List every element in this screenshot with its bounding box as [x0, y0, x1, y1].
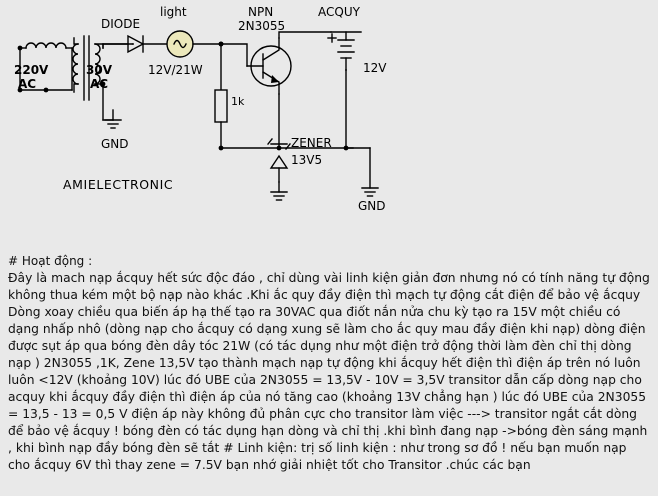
- article-heading: # Hoạt động :: [8, 254, 93, 268]
- label-secondary-voltage: 30V: [86, 63, 112, 77]
- article-section: [0, 232, 658, 496]
- label-input-type: AC: [18, 77, 37, 91]
- label-zener-value: 13V5: [291, 153, 323, 167]
- label-secondary-type: AC: [90, 77, 109, 91]
- label-light: light: [160, 5, 187, 19]
- label-zener: ZENER: [291, 136, 332, 150]
- watermark-amielectronic: AMIELECTRONIC: [63, 177, 174, 192]
- label-lamp-value: 12V/21W: [148, 63, 203, 77]
- schematic-svg: [0, 0, 658, 232]
- label-input-voltage: 220V: [14, 63, 49, 77]
- label-diode: DIODE: [101, 17, 141, 31]
- label-npn: NPN: [248, 5, 274, 19]
- schematic-background: [0, 0, 658, 232]
- label-gnd-right: GND: [358, 199, 386, 213]
- circuit-schematic: [0, 0, 658, 232]
- label-resistor: 1k: [231, 95, 245, 108]
- label-gnd-left: GND: [101, 137, 129, 151]
- article-body: Đây là mach nạp ắcquy hết sức độc đáo , chỉ dùng vài linh kiện giản đơn nhưng nó có tính năng tự động không thua kém một bộ nạp nào khác .Khi ắc quy đầy điện thì mạch tự động cắt điện để bảo vệ ắcquy Dòng xoay chiều qua biến áp hạ thế tạo ra 30VAC qua điốt nắn nửa chu kỳ tạo ra 15V một chiều có dạng nhấp nhô (dòng nạp cho ắcquy có dạng xung sẽ làm cho ắc quy mau đầy điện khi nạp) dòng điện được sụt áp qua bóng đèn dây tóc 21W (có tác dụng như một điện trở động thời làm đèn chỉ thị dòng nạp ) 2N3055 ,1K, Zene 13,5V tạo thành mạch nạp tự động khi ắcquy hết điện thì điện áp trên nó luôn luôn <12V (khoảng 10V) lúc đó UBE của 2N3055 = 13,5V - 10V = 3,5V transitor dẫn cấp dòng nạp cho acquy khi ắcquy đầy điện thì điện áp của nó tăng cao (khoảng 13V chẳng hạn ) lúc đó UBE của 2N3055 = 13,5 - 13 = 0,5 V điện áp này không đủ phân cực cho transitor làm việc ---> transitor ngắt cắt dòng để bảo vệ ắcquy ! bóng đèn có tác dụng hạn dòng và chỉ thị .khi bình đang nạp ->bóng đèn sáng mạnh , khi bình nạp đầy bóng đèn sẽ tắt # Linh kiện: trị số linh kiện : như trong sơ đồ ! nếu bạn muốn nạp cho ắcquy 6V thì thay zene = 7.5V bạn nhớ giải nhiệt tốt cho Transitor .chúc các bạn: [8, 271, 650, 472]
- label-battery-value: 12V: [363, 61, 387, 75]
- label-acquy: ACQUY: [318, 5, 360, 19]
- label-npn-part: 2N3055: [238, 19, 286, 33]
